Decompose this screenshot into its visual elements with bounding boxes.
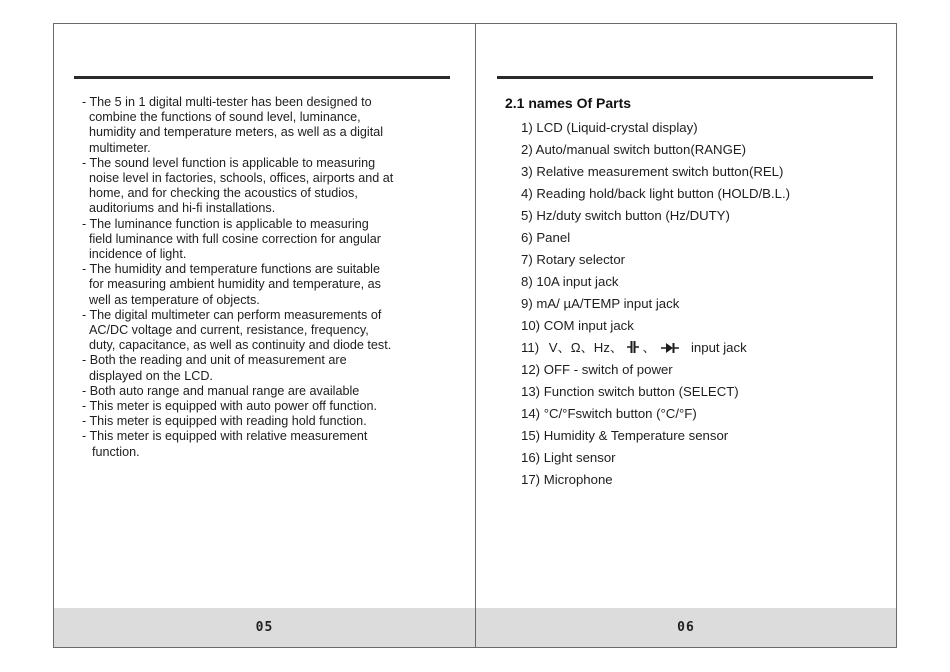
page-footer <box>54 608 475 647</box>
section-title: 2.1 names Of Parts <box>505 95 632 111</box>
text-line: function. <box>92 444 140 459</box>
part-item: 10) COM input jack <box>521 318 634 333</box>
text-line: for measuring ambient humidity and temperature, as <box>89 277 381 292</box>
header-rule <box>74 76 450 79</box>
part-item: 1) LCD (Liquid-crystal display) <box>521 120 698 135</box>
text-line: combine the functions of sound level, luminance, <box>89 110 361 125</box>
intro-text <box>82 95 462 460</box>
text-line: humidity and temperature meters, as well as a digital <box>89 125 383 140</box>
part-item: 3) Relative measurement switch button(REL) <box>521 164 784 179</box>
part-item: 4) Reading hold/back light button (HOLD/B.L.) <box>521 186 791 201</box>
text-line: - The luminance function is applicable to measuring <box>82 216 369 231</box>
text-line: incidence of light. <box>89 247 187 262</box>
part-item: 13) Function switch button (SELECT) <box>521 384 739 399</box>
part-item: 15) Humidity & Temperature sensor <box>521 428 729 443</box>
part-item: 9) mA/ µA/TEMP input jack <box>521 296 680 311</box>
text-line: well as temperature of objects. <box>89 292 260 307</box>
part-symbols: V、Ω、Hz、 <box>548 340 624 355</box>
part-item: 8) 10A input jack <box>521 274 619 289</box>
left-page <box>54 24 476 647</box>
text-line: home, and for checking the acoustics of studios, <box>89 186 358 201</box>
part-number: 11) <box>521 340 540 355</box>
text-line: noise level in factories, schools, offices, airports and at <box>89 171 394 186</box>
part-suffix: input jack <box>690 340 747 355</box>
part-item: 16) Light sensor <box>521 450 616 465</box>
symbol-separator: 、 <box>642 340 656 355</box>
part-item: 6) Panel <box>521 230 571 245</box>
part-item: 2) Auto/manual switch button(RANGE) <box>521 142 747 157</box>
text-line: AC/DC voltage and current, resistance, frequency, <box>89 323 369 338</box>
parts-list <box>521 117 881 491</box>
text-line: field luminance with full cosine correction for angular <box>89 231 381 246</box>
text-line: - This meter is equipped with reading hold function. <box>82 414 367 429</box>
right-page <box>476 24 896 647</box>
text-line: - The sound level function is applicable to measuring <box>82 155 376 170</box>
text-line: - Both the reading and unit of measurement are <box>82 353 347 368</box>
part-item: 17) Microphone <box>521 472 613 487</box>
text-line: duty, capacitance, as well as continuity and diode test. <box>89 338 392 353</box>
text-line: - Both auto range and manual range are available <box>82 383 360 398</box>
part-item: 12) OFF - switch of power <box>521 362 673 377</box>
part-item-input-jack <box>521 337 881 359</box>
text-line: - The 5 in 1 digital multi-tester has been designed to <box>82 95 372 109</box>
text-line: - The humidity and temperature functions are suitable <box>82 262 380 277</box>
diode-icon <box>661 342 679 354</box>
text-line: displayed on the LCD. <box>89 368 213 383</box>
manual-spread <box>53 23 897 648</box>
text-line: - The digital multimeter can perform measurements of <box>82 307 382 322</box>
text-line: - This meter is equipped with auto power off function. <box>82 399 377 414</box>
part-item: 14) °C/°Fswitch button (°C/°F) <box>521 406 697 421</box>
text-line: - This meter is equipped with relative measurement <box>82 429 368 444</box>
capacitor-icon <box>627 340 639 354</box>
part-item: 5) Hz/duty switch button (Hz/DUTY) <box>521 208 730 223</box>
part-item: 7) Rotary selector <box>521 252 626 267</box>
header-rule <box>497 76 873 79</box>
text-line: multimeter. <box>89 140 151 155</box>
page-number: 05 <box>255 620 274 635</box>
text-line: auditoriums and hi-fi installations. <box>89 201 276 216</box>
page-number: 06 <box>677 620 695 635</box>
page-footer <box>476 608 896 647</box>
